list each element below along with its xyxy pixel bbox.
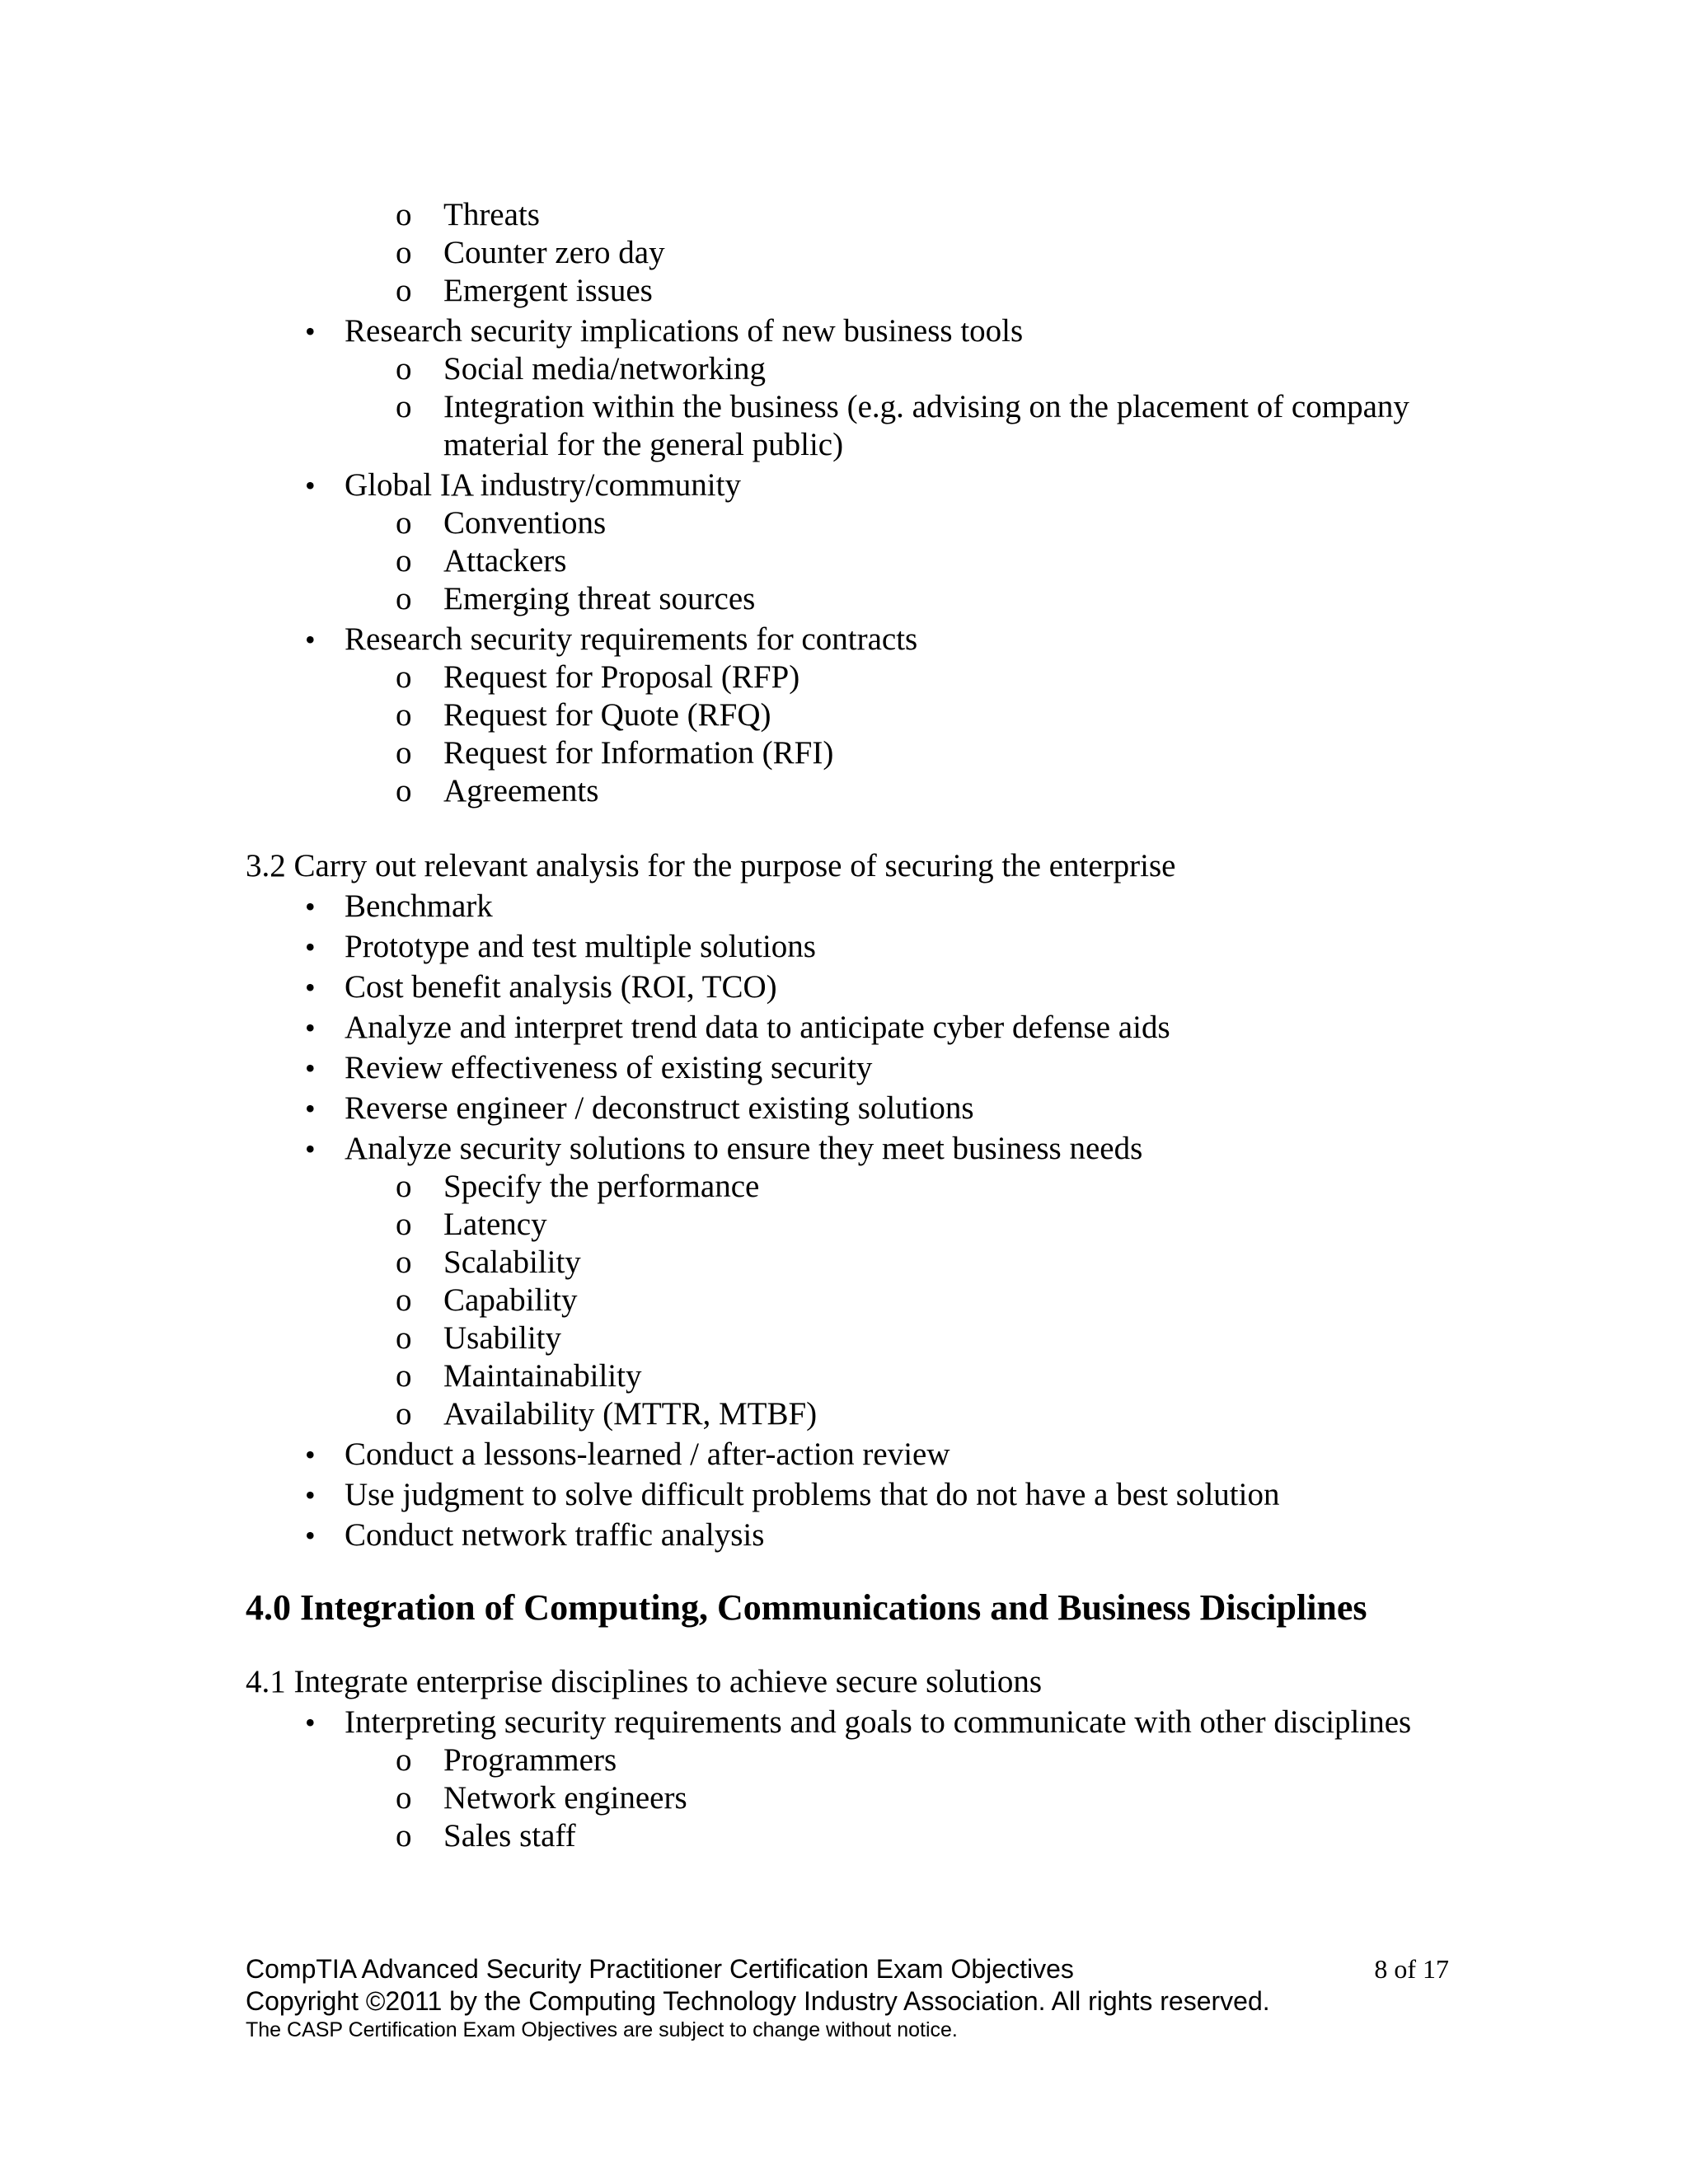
sub-bullet-marker-icon: o xyxy=(396,1742,412,1778)
item-text: Use judgment to solve difficult problems that do not have a best solution xyxy=(345,1477,1280,1512)
footer-notice: The CASP Certification Exam Objectives are subject to change without notice. xyxy=(246,2018,958,2041)
sub-bullet-item xyxy=(246,1817,1449,1855)
item-text: Emerging threat sources xyxy=(443,581,756,616)
sub-bullet-item xyxy=(246,350,1449,388)
footer-title: CompTIA Advanced Security Practitioner Certification Exam Objectives xyxy=(246,1954,1074,1984)
sub-bullet-marker-icon: o xyxy=(396,773,412,808)
bullet-item xyxy=(246,1704,1449,1741)
footer-copyright: Copyright ©2011 by the Computing Technology Industry Association. All rights reserved. xyxy=(246,1986,1270,2016)
sub-bullet-item xyxy=(246,542,1449,580)
sub-bullet-marker-icon: o xyxy=(396,1358,412,1394)
item-text: Specify the performance xyxy=(443,1169,760,1204)
sub-bullet-item xyxy=(246,196,1449,234)
bullet-marker-icon: • xyxy=(305,1519,316,1552)
item-text: Social media/networking xyxy=(443,351,766,387)
item-text: Conventions xyxy=(443,505,607,541)
sub-bullet-marker-icon: o xyxy=(396,581,412,616)
item-text: Threats xyxy=(443,197,540,232)
item-text: Availability (MTTR, MTBF) xyxy=(443,1396,818,1432)
sub-bullet-item xyxy=(246,1395,1449,1433)
sub-bullet-item xyxy=(246,1741,1449,1779)
bullet-marker-icon: • xyxy=(305,930,316,963)
item-text: Cost benefit analysis (ROI, TCO) xyxy=(345,969,777,1005)
item-text: Interpreting security requirements and goals to communicate with other disciplines xyxy=(345,1704,1412,1740)
sub-bullet-marker-icon: o xyxy=(396,389,412,424)
bullet-item xyxy=(246,968,1449,1006)
page-number: 8 of 17 xyxy=(1374,1954,1449,1984)
bullet-marker-icon: • xyxy=(305,1479,316,1511)
item-text: Analyze security solutions to ensure they meet business needs xyxy=(345,1131,1143,1166)
item-text: Programmers xyxy=(443,1742,617,1778)
domain-heading: 4.0 Integration of Computing, Communications and Business Disciplines xyxy=(246,1587,1367,1628)
sub-bullet-item xyxy=(246,1319,1449,1357)
item-text: Maintainability xyxy=(443,1358,642,1394)
sub-bullet-marker-icon: o xyxy=(396,1320,412,1356)
item-text: Latency xyxy=(443,1207,547,1242)
bullet-marker-icon: • xyxy=(305,1132,316,1165)
bullet-item xyxy=(246,466,1449,504)
sub-bullet-marker-icon: o xyxy=(396,1396,412,1432)
page-footer xyxy=(246,1953,1449,2042)
item-text: Attackers xyxy=(443,543,567,579)
item-text: Research security requirements for contracts xyxy=(345,621,918,657)
sub-bullet-marker-icon: o xyxy=(396,1207,412,1242)
item-text: Analyze and interpret trend data to anticipate cyber defense aids xyxy=(345,1010,1170,1045)
sub-bullet-marker-icon: o xyxy=(396,1282,412,1318)
item-text: Global IA industry/community xyxy=(345,467,741,503)
sub-bullet-marker-icon: o xyxy=(396,659,412,695)
sub-bullet-item xyxy=(246,772,1449,810)
bullet-marker-icon: • xyxy=(305,1438,316,1471)
sub-bullet-marker-icon: o xyxy=(396,1818,412,1854)
item-text: Network engineers xyxy=(443,1780,687,1816)
item-text: Counter zero day xyxy=(443,235,665,270)
sub-bullet-item xyxy=(246,1357,1449,1395)
sub-bullet-item xyxy=(246,1244,1449,1282)
item-text: Scalability xyxy=(443,1244,581,1280)
bullet-marker-icon: • xyxy=(305,890,316,923)
sub-bullet-marker-icon: o xyxy=(396,505,412,541)
item-text: Review effectiveness of existing security xyxy=(345,1050,873,1085)
item-text: Request for Quote (RFQ) xyxy=(443,697,771,733)
sub-bullet-item xyxy=(246,504,1449,542)
sub-bullet-item xyxy=(246,580,1449,618)
bullet-item xyxy=(246,1476,1449,1514)
item-text: Integration within the business (e.g. advising on the placement of company material for the general public) xyxy=(443,389,1409,462)
item-text: Research security implications of new business tools xyxy=(345,313,1024,349)
sub-bullet-item xyxy=(246,1779,1449,1817)
bullet-marker-icon: • xyxy=(305,469,316,502)
bullet-item xyxy=(246,1090,1449,1127)
sub-bullet-marker-icon: o xyxy=(396,735,412,771)
item-text: Usability xyxy=(443,1320,561,1356)
sub-bullet-item xyxy=(246,388,1449,464)
sub-bullet-item xyxy=(246,696,1449,734)
item-text: Reverse engineer / deconstruct existing solutions xyxy=(345,1090,974,1126)
item-text: Agreements xyxy=(443,773,599,808)
section-heading: 4.1 Integrate enterprise disciplines to achieve secure solutions xyxy=(246,1664,1043,1699)
sub-bullet-item xyxy=(246,234,1449,272)
section-heading: 3.2 Carry out relevant analysis for the purpose of securing the enterprise xyxy=(246,848,1176,883)
bullet-marker-icon: • xyxy=(305,1052,316,1085)
bullet-item xyxy=(246,1436,1449,1474)
item-text: Prototype and test multiple solutions xyxy=(345,929,816,964)
item-text: Request for Proposal (RFP) xyxy=(443,659,800,695)
item-text: Emergent issues xyxy=(443,273,653,308)
sub-bullet-item xyxy=(246,734,1449,772)
bullet-marker-icon: • xyxy=(305,1092,316,1125)
sub-bullet-marker-icon: o xyxy=(396,1169,412,1204)
sub-bullet-marker-icon: o xyxy=(396,273,412,308)
item-text: Capability xyxy=(443,1282,578,1318)
sub-bullet-marker-icon: o xyxy=(396,197,412,232)
bullet-marker-icon: • xyxy=(305,315,316,348)
sub-bullet-marker-icon: o xyxy=(396,351,412,387)
footer-title-line xyxy=(246,1953,1449,1985)
item-text: Sales staff xyxy=(443,1818,576,1854)
bullet-marker-icon: • xyxy=(305,623,316,656)
item-text: Benchmark xyxy=(345,888,493,924)
sub-bullet-marker-icon: o xyxy=(396,1244,412,1280)
sub-bullet-marker-icon: o xyxy=(396,235,412,270)
bullet-item xyxy=(246,888,1449,926)
sub-bullet-marker-icon: o xyxy=(396,543,412,579)
sub-bullet-item xyxy=(246,1206,1449,1244)
bullet-item xyxy=(246,1049,1449,1087)
sub-bullet-item xyxy=(246,1282,1449,1319)
sub-bullet-marker-icon: o xyxy=(396,1780,412,1816)
bullet-item xyxy=(246,1516,1449,1554)
sub-bullet-marker-icon: o xyxy=(396,697,412,733)
bullet-item xyxy=(246,312,1449,350)
bullet-marker-icon: • xyxy=(305,1706,316,1739)
sub-bullet-item xyxy=(246,658,1449,696)
bullet-item xyxy=(246,928,1449,966)
item-text: Conduct network traffic analysis xyxy=(345,1517,765,1553)
bullet-marker-icon: • xyxy=(305,1011,316,1044)
bullet-item xyxy=(246,1009,1449,1047)
bullet-item xyxy=(246,621,1449,658)
item-text: Request for Information (RFI) xyxy=(443,735,834,771)
bullet-item xyxy=(246,1130,1449,1168)
bullet-marker-icon: • xyxy=(305,971,316,1004)
sub-bullet-item xyxy=(246,1168,1449,1206)
item-text: Conduct a lessons-learned / after-action review xyxy=(345,1436,950,1472)
objectives-content xyxy=(246,196,1449,1855)
sub-bullet-item xyxy=(246,272,1449,310)
